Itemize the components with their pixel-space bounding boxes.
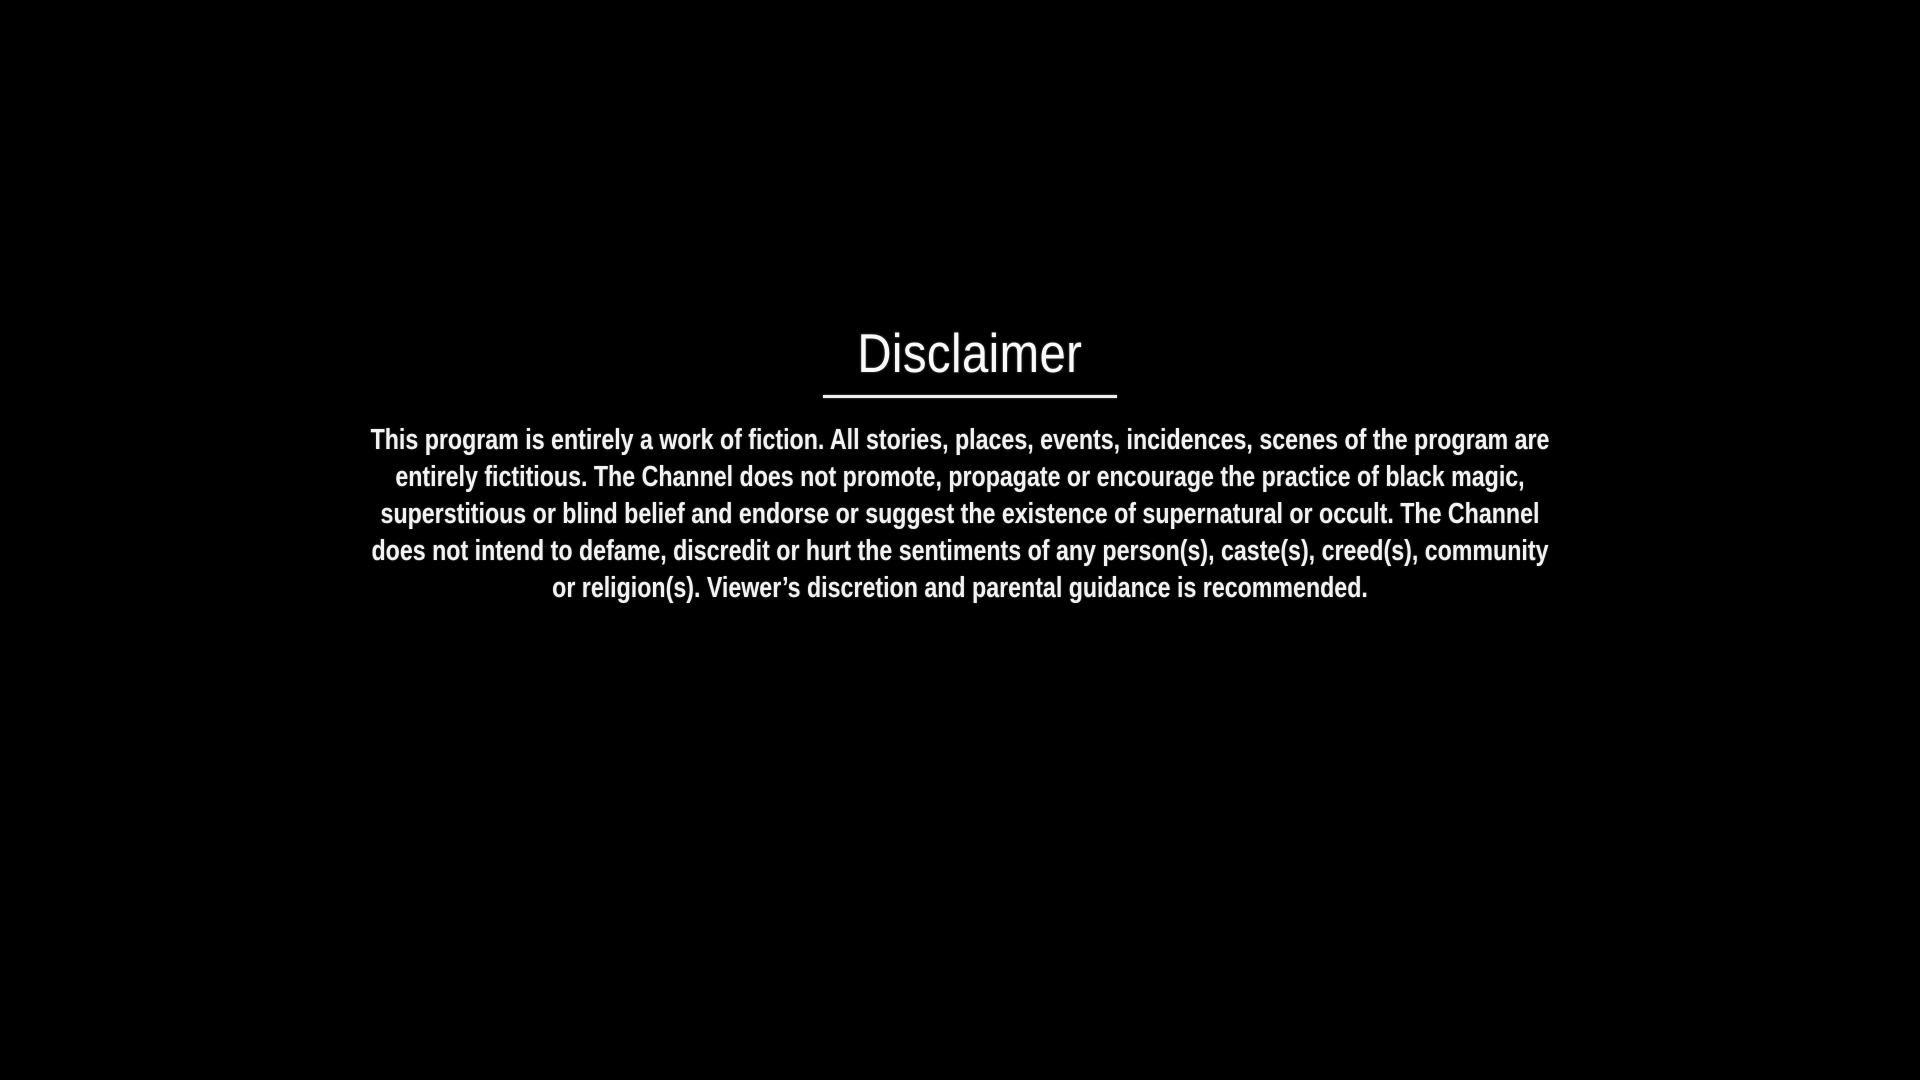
title-underline-divider (823, 395, 1117, 398)
disclaimer-line: entirely fictitious. The Channel does not promote, propagate or encourage the practice of black magic, (395, 461, 1525, 493)
disclaimer-line: or religion(s). Viewer’s discretion and parental guidance is recommended. (552, 572, 1368, 604)
title-block (10, 322, 1920, 384)
disclaimer-title: Disclaimer (857, 322, 1083, 384)
disclaimer-line: This program is entirely a work of fiction. All stories, places, events, incidences, scenes of the program are (370, 424, 1550, 456)
disclaimer-text (192, 422, 1728, 607)
disclaimer-line: superstitious or blind belief and endorse or suggest the existence of supernatural or occult. The Channel (380, 498, 1540, 530)
disclaimer-line: does not intend to defame, discredit or hurt the sentiments of any person(s), caste(s), creed(s), community (371, 535, 1549, 567)
